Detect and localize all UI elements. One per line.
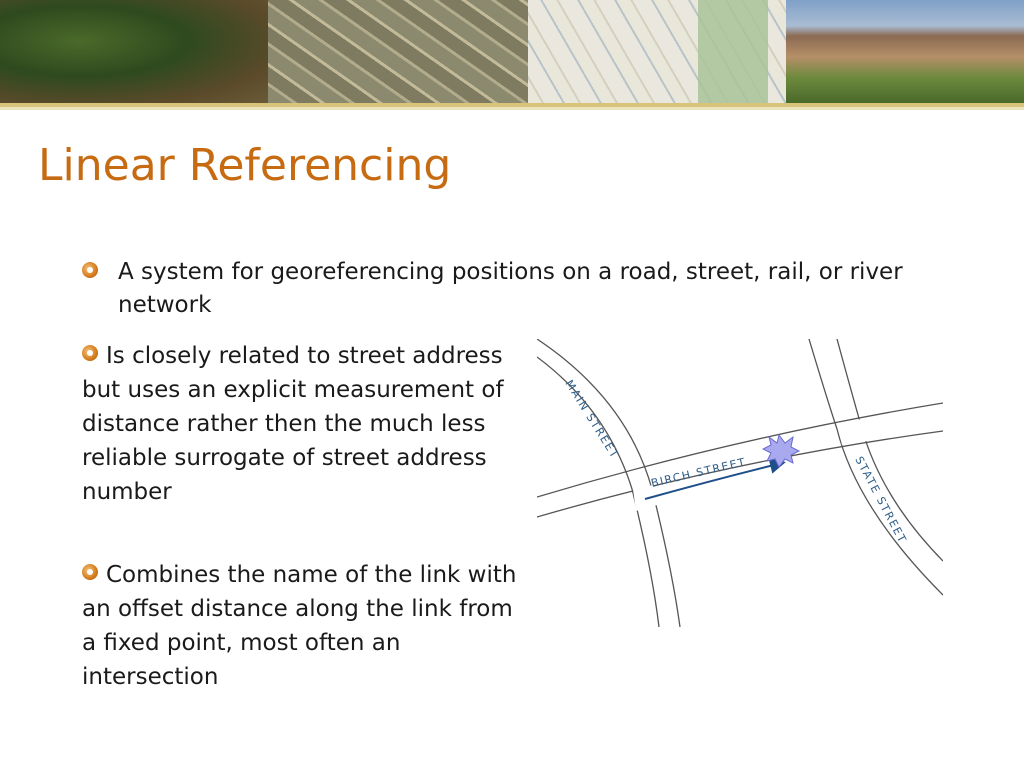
banner-satellite-image [0, 0, 268, 103]
banner-3d-city-image [786, 0, 1024, 103]
location-marker-icon [763, 435, 799, 467]
slide-title: Linear Referencing [38, 140, 452, 191]
banner-aerial-city-image [268, 0, 528, 103]
intersection-birch-state [837, 419, 867, 445]
bullet-icon [82, 345, 98, 361]
bullet-icon [82, 262, 98, 278]
bullet-item-3 [82, 558, 532, 694]
street-map-diagram [537, 339, 943, 627]
bullet-item-2 [82, 339, 532, 509]
header-banner [0, 0, 1024, 103]
map-park-area [698, 0, 768, 103]
bullet-text-2: Is closely related to street address but uses an explicit measurement of distance rather then the much less reliable surrogate of street address number [82, 343, 504, 505]
banner-divider-light [0, 107, 1024, 110]
banner-street-map-image [528, 0, 786, 103]
street-label-main: MAIN STREET [562, 377, 622, 462]
street-label-birch: BIRCH STREET [649, 455, 748, 490]
street-label-state: STATE STREET [852, 454, 910, 546]
bullet-text-3: Combines the name of the link with an offset distance along the link from a fixed point, most often an intersection [82, 562, 517, 690]
bullet-icon [82, 564, 98, 580]
bullet-item-1 [82, 256, 932, 322]
bullet-text-1: A system for georeferencing positions on a road, street, rail, or river network [118, 259, 903, 318]
